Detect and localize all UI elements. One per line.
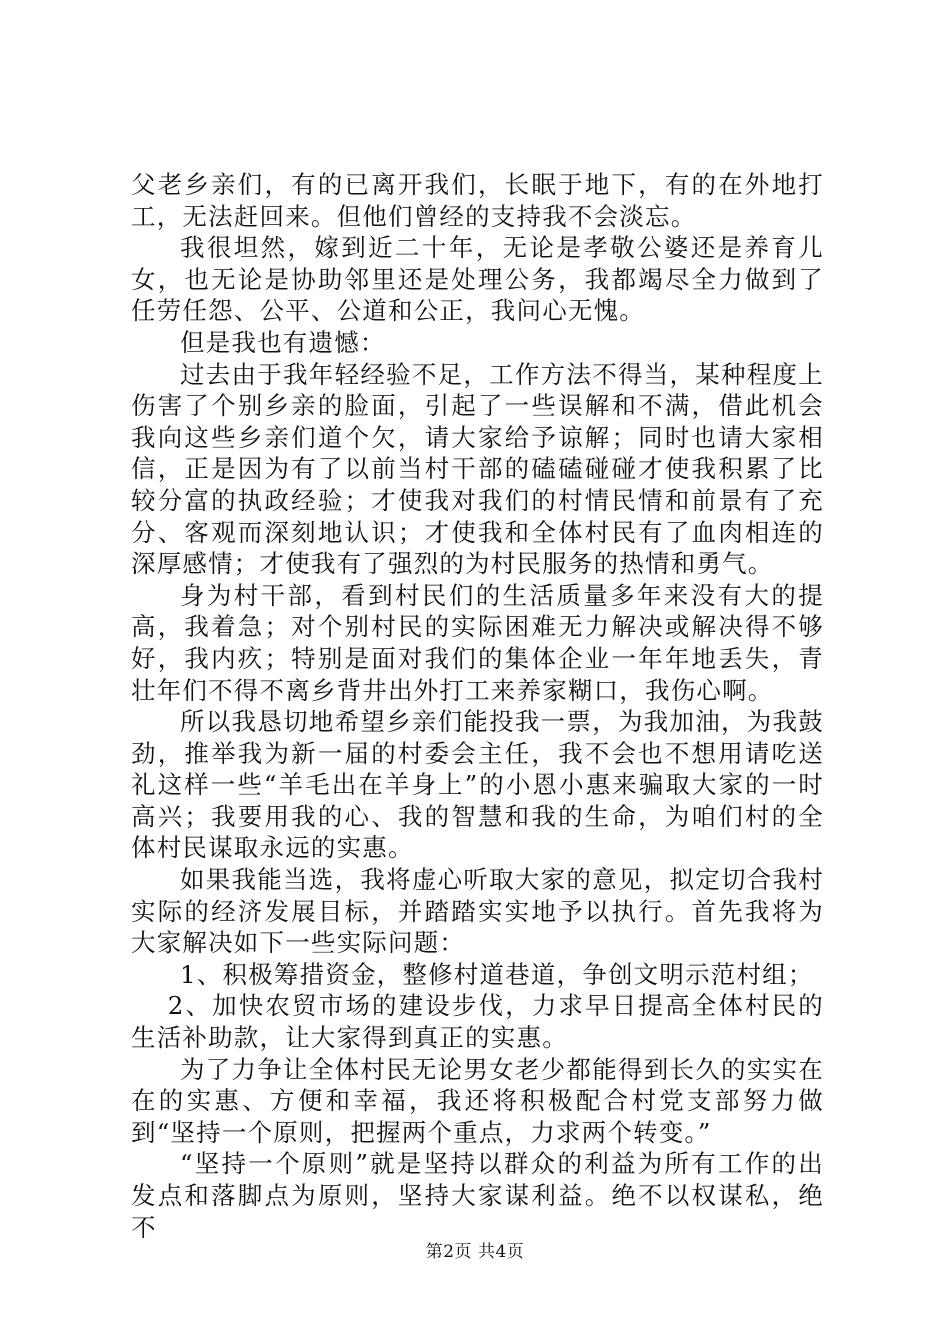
page-number-footer: 第2页 共4页 (425, 1242, 525, 1262)
list-item-2: 2、加快农贸市场的建设步伐，力求早日提高全体村民的生活补助款，让大家得到真正的实惠。 (131, 991, 824, 1053)
paragraph-1: 父老乡亲们，有的已离开我们，长眠于地下，有的在外地打工，无法赶回来。但他们曾经的支持我不会淡忘。 (131, 170, 824, 231)
paragraph-2: 我很坦然，嫁到近二十年，无论是孝敬公婆还是养育儿女，也无论是协助邻里还是处理公务，我都竭尽全力做到了任劳任怨、公平、公道和公正，我问心无愧。 (131, 233, 824, 326)
paragraph-8: 为了力争让全体村民无论男女老少都能得到长久的实实在在的实惠、方便和幸福，我还将积极配合村党支部努力做到“坚持一个原则，把握两个重点，力求两个转变。” (131, 1054, 824, 1147)
paragraph-5: 身为村干部，看到村民们的生活质量多年来没有大的提高，我着急；对个别村民的实际困难无力解决或解决得不够好，我内疚；特别是面对我们的集体企业一年年地丢失，青壮年们不得不离乡背井出外打工来养家糊口，我伤心啊。 (131, 580, 824, 705)
paragraph-9: “坚持一个原则”就是坚持以群众的利益为所有工作的出发点和落脚点为原则，坚持大家谋利益。绝不以权谋私，绝不 (131, 1149, 824, 1242)
paragraph-3: 但是我也有遗憾： (180, 327, 386, 357)
document-body (131, 169, 824, 1243)
paragraph-6: 所以我恳切地希望乡亲们能投我一票，为我加油，为我鼓劲，推举我为新一届的村委会主任，我不会也不想用请吃送礼这样一些“羊毛出在羊身上”的小恩小惠来骗取大家的一时高兴；我要用我的心、我的智慧和我的生命，为咱们村的全体村民谋取永远的实惠。 (131, 707, 824, 863)
list-item-1: 1、积极筹措资金，整修村道巷道，争创文明示范村组； (180, 959, 814, 989)
paragraph-4: 过去由于我年轻经验不足，工作方法不得当，某种程度上伤害了个别乡亲的脸面，引起了一些误解和不满，借此机会我向这些乡亲们道个欠，请大家给予谅解；同时也请大家相信，正是因为有了以前当村干部的磕磕碰碰才使我积累了比较分富的执政经验；才使我对我们的村情民情和前景有了充分、客观而深刻地认识；才使我和全体村民有了血肉相连的深厚感情；才使我有了强烈的为村民服务的热情和勇气。 (131, 359, 824, 579)
paragraph-7: 如果我能当选，我将虚心听取大家的意见，拟定切合我村实际的经济发展目标，并踏踏实实地予以执行。首先我将为大家解决如下一些实际问题： (131, 865, 824, 958)
